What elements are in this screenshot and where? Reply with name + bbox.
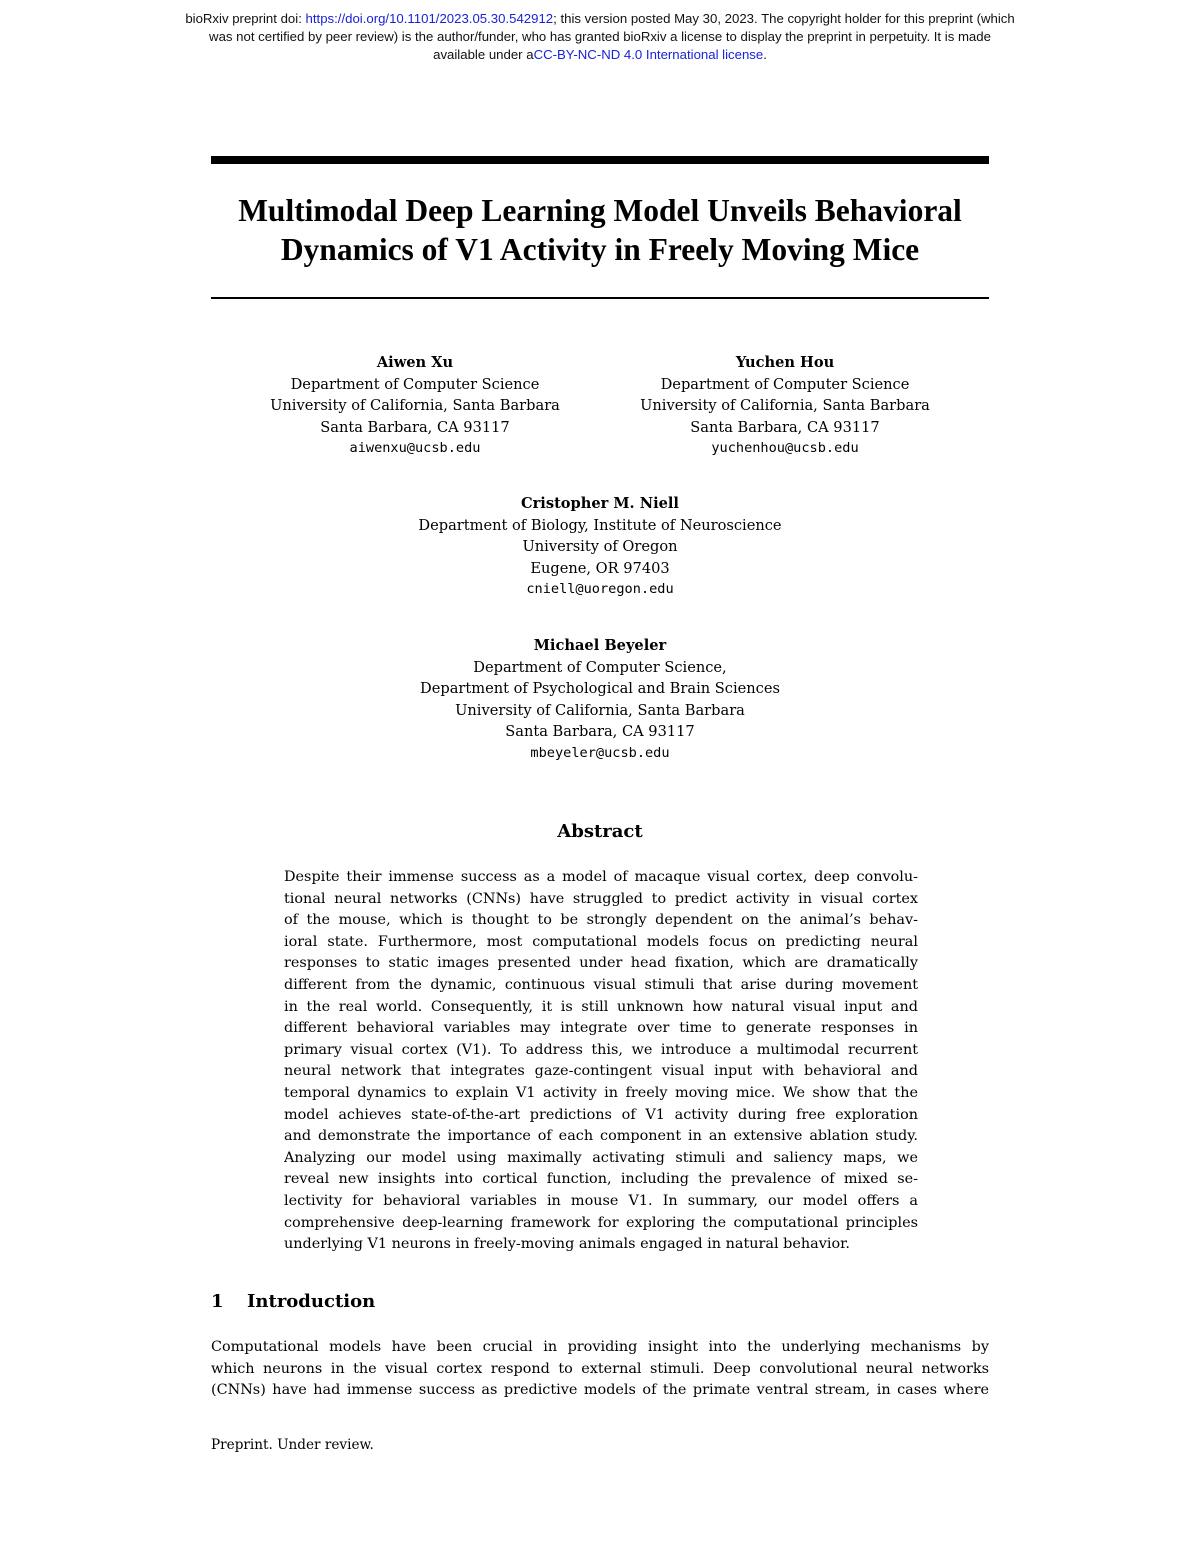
abstract-line: temporal dynamics to explain V1 activity in freely moving mice. We show that the [284, 1084, 918, 1101]
author-name: Aiwen Xu [376, 354, 454, 371]
author-affiliation: University of California, Santa Barbara [270, 397, 560, 415]
intro-line: which neurons in the visual cortex respond to external stimuli. Deep convolutional neural networks [211, 1360, 989, 1377]
doi-link[interactable]: https://doi.org/10.1101/2023.05.30.542912 [305, 11, 554, 26]
author-affiliation: Santa Barbara, CA 93117 [505, 723, 695, 741]
author-affiliation: University of Oregon [522, 538, 678, 556]
author-block [215, 352, 615, 460]
abstract-line: reveal new insights into cortical function, including the prevalence of mixed se- [284, 1171, 918, 1188]
banner-prefix: bioRxiv preprint doi: [185, 11, 306, 26]
banner-line-1 [60, 10, 1140, 28]
author-affiliation: University of California, Santa Barbara [640, 397, 930, 415]
title-line-1: Multimodal Deep Learning Model Unveils Behavioral [238, 193, 962, 228]
author-affiliation: University of California, Santa Barbara [455, 701, 745, 719]
license-link[interactable]: CC-BY-NC-ND 4.0 International license [533, 47, 764, 62]
author-block [350, 493, 850, 601]
abstract-line: underlying V1 neurons in freely-moving animals engaged in natural behavior. [284, 1236, 851, 1253]
author-affiliation: Eugene, OR 97403 [530, 559, 670, 577]
intro-line: (CNNs) have had immense success as predictive models of the primate ventral stream, in cases where [211, 1382, 989, 1399]
author-affiliation: Department of Psychological and Brain Sciences [420, 680, 780, 698]
abstract-line: different from the dynamic, continuous visual stimuli that arise during movement [284, 976, 918, 993]
author-block [585, 352, 985, 460]
author-email: mbeyeler@ucsb.edu [530, 744, 670, 761]
author-email: yuchenhou@ucsb.edu [711, 440, 859, 457]
title-line-2: Dynamics of V1 Activity in Freely Moving Mice [280, 232, 920, 267]
abstract-body [284, 867, 918, 1256]
author-affiliation: Department of Computer Science, [473, 658, 727, 676]
abstract-line: tional neural networks (CNNs) have struggled to predict activity in visual cortex [284, 890, 918, 907]
abstract-heading: Abstract [557, 821, 643, 842]
author-name: Yuchen Hou [735, 354, 835, 371]
title-bottom-rule [211, 297, 989, 299]
abstract-line: ioral state. Furthermore, most computational models focus on predicting neural [284, 933, 918, 950]
banner-license-suffix: . [763, 47, 767, 62]
introduction-body [211, 1337, 989, 1402]
abstract-line: in the real world. Consequently, it is still unknown how natural visual input and [284, 998, 918, 1015]
author-affiliation: Department of Computer Science [290, 375, 540, 393]
author-affiliation: Department of Computer Science [660, 375, 910, 393]
banner-license-prefix: available under a [433, 47, 534, 62]
author-affiliation: Santa Barbara, CA 93117 [320, 418, 510, 436]
banner-line-2: was not certified by peer review) is the author/funder, who has granted bioRxiv a license to display the preprint in perpetuity. It is made [209, 29, 991, 44]
section-title: Introduction [247, 1291, 376, 1312]
author-block [350, 635, 850, 765]
abstract-line: of the mouse, which is thought to be strongly dependent on the animal’s behav- [284, 912, 918, 929]
section-heading-introduction [211, 1290, 375, 1314]
paper-title [180, 191, 1020, 269]
author-email: aiwenxu@ucsb.edu [349, 440, 481, 457]
abstract-line: and demonstrate the importance of each component in an extensive ablation study. [284, 1128, 918, 1145]
author-email: cniell@uoregon.edu [526, 581, 674, 598]
abstract-line: primary visual cortex (V1). To address this, we introduce a multimodal recurrent [284, 1041, 918, 1058]
abstract-line: responses to static images presented under head fixation, which are dramatically [284, 955, 918, 972]
author-affiliation: Santa Barbara, CA 93117 [690, 418, 880, 436]
abstract-line: neural network that integrates gaze-contingent visual input with behavioral and [284, 1063, 918, 1080]
abstract-line: Analyzing our model using maximally activating stimuli and saliency maps, we [284, 1149, 918, 1166]
author-name: Michael Beyeler [533, 637, 667, 654]
banner-suffix: ; this version posted May 30, 2023. The copyright holder for this preprint (which [553, 11, 1015, 26]
abstract-line: lectivity for behavioral variables in mouse V1. In summary, our model offers a [284, 1192, 918, 1209]
abstract-line: Despite their immense success as a model of macaque visual cortex, deep convolu- [284, 869, 918, 885]
abstract-line: comprehensive deep-learning framework for exploring the computational principles [284, 1214, 918, 1231]
abstract-line: different behavioral variables may integrate over time to generate responses in [284, 1020, 918, 1037]
title-top-rule [211, 156, 989, 164]
author-affiliation: Department of Biology, Institute of Neuroscience [418, 516, 782, 534]
preprint-banner [60, 10, 1140, 64]
section-number: 1 [211, 1291, 224, 1312]
banner-line-3 [60, 46, 1140, 64]
preprint-footer-note: Preprint. Under review. [211, 1437, 374, 1453]
author-name: Cristopher M. Niell [521, 495, 679, 512]
intro-line: Computational models have been crucial in providing insight into the underlying mechanisms by [211, 1339, 989, 1355]
abstract-line: model achieves state-of-the-art predictions of V1 activity during free exploration [284, 1106, 918, 1123]
